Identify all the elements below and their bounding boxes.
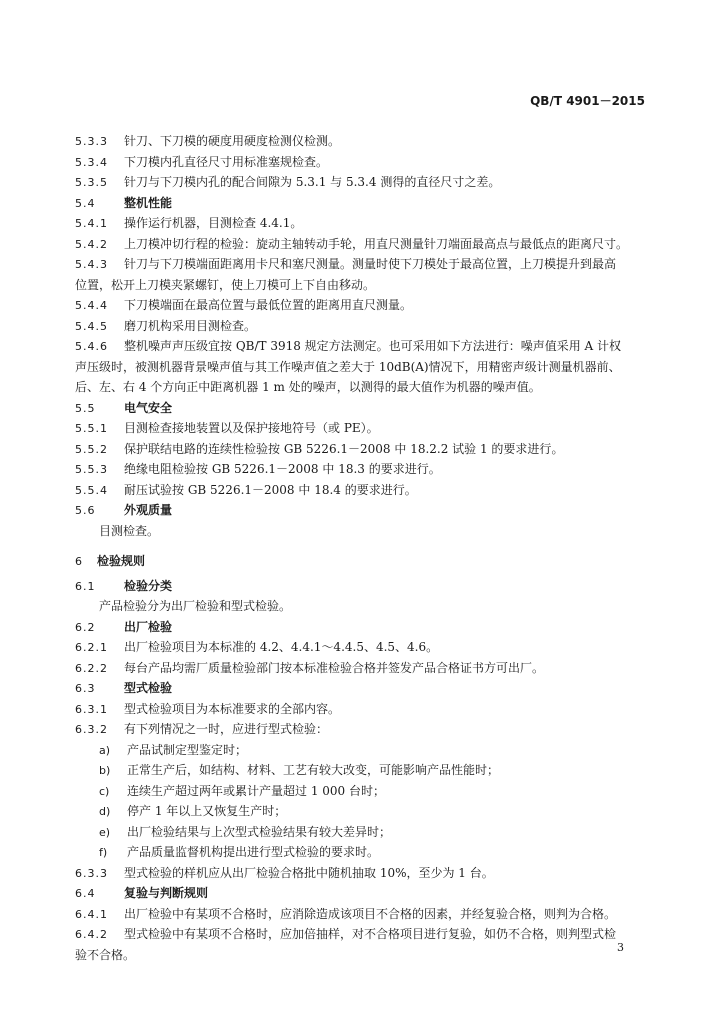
clause-text: 型式检验的样机应从出厂检验合格批中随机抽取 10%，至少为 1 台。 <box>124 865 494 880</box>
clause-5-3-4 <box>75 152 641 173</box>
clause-number: 5.4.6 <box>75 340 108 353</box>
list-item-a <box>75 740 641 761</box>
list-label: e) <box>99 825 111 839</box>
clause-text: 操作运行机器，目测检查 4.4.1。 <box>124 216 303 230</box>
clause-number: 6.3.3 <box>75 866 108 880</box>
clause-continuation: 验不合格。 <box>75 947 136 962</box>
clause-6-3-1 <box>75 699 641 720</box>
clause-text: 针刀与下刀模内孔的配合间隙为 5.3.1 与 5.3.4 测得的直径尺寸之差。 <box>124 175 501 189</box>
paragraph-text: 产品检验分为出厂检验和型式检验。 <box>99 599 292 613</box>
section-number: 6.2 <box>75 620 96 634</box>
list-text: 出厂检验结果与上次型式检验结果有较大差异时； <box>127 824 392 839</box>
clause-text: 出厂检验项目为本标准的 4.2、4.4.1～4.4.5、4.5、4.6。 <box>124 640 439 654</box>
section-number: 6.3 <box>75 682 96 695</box>
clause-5-5-3 <box>75 459 641 480</box>
section-title: 检验分类 <box>124 578 173 593</box>
chapter-number: 6 <box>75 555 83 568</box>
clause-6-4-1 <box>75 904 641 925</box>
clause-5-4-4 <box>75 295 641 316</box>
clause-5-4-2 <box>75 234 641 255</box>
clause-continuation: 后、左、右 4 个方向正中距离机器 1 m 处的噪声，以测得的最大值作为机器的噪声值。 <box>75 380 541 394</box>
clause-continuation: 声压级时，被测机器背景噪声值与其工作噪声值之差大于 10dB(A)情况下，用精密声级计测量机器前、 <box>75 359 621 374</box>
list-item-d <box>75 801 641 822</box>
clause-text: 下刀模内孔直径尺寸用标准塞规检查。 <box>124 154 329 169</box>
section-number: 5.6 <box>75 504 96 517</box>
clause-5-3-3 <box>75 131 641 152</box>
clause-number: 5.5.2 <box>75 442 108 456</box>
clause-number: 5.5.4 <box>75 483 108 497</box>
section-number: 5.5 <box>75 401 96 415</box>
clause-text: 上刀模冲切行程的检验：旋动主轴转动手轮，用直尺测量针刀端面最高点与最低点的距离尺寸。 <box>124 236 629 251</box>
clause-number: 6.4.2 <box>75 928 108 941</box>
list-item-e <box>75 822 641 843</box>
list-label: b) <box>99 764 111 777</box>
list-label: a) <box>99 743 111 757</box>
document-body <box>75 131 641 965</box>
clause-5-3-5 <box>75 172 641 193</box>
clause-text: 耐压试验按 GB 5226.1－2008 中 18.4 的要求进行。 <box>124 482 417 497</box>
list-text: 连续生产超过两年或累计产量超过 1 000 台时； <box>127 783 385 798</box>
clause-number: 6.2.2 <box>75 661 108 675</box>
clause-text: 下刀模端面在最高位置与最低位置的距离用直尺测量。 <box>124 298 413 312</box>
clause-number: 5.5.3 <box>75 463 108 476</box>
clause-number: 5.4.3 <box>75 258 108 271</box>
heading-6-3 <box>75 678 641 699</box>
heading-5-6 <box>75 500 641 521</box>
section-number: 5.4 <box>75 196 96 210</box>
clause-6-2-1 <box>75 637 641 658</box>
section-title: 型式检验 <box>124 681 173 695</box>
clause-number: 6.4.1 <box>75 907 108 921</box>
chapter-6-heading <box>75 551 641 572</box>
section-title: 电气安全 <box>124 400 173 415</box>
clause-text: 出厂检验中有某项不合格时，应消除造成该项目不合格的因素，并经复验合格，则判为合格。 <box>124 906 617 921</box>
heading-5-4 <box>75 193 641 214</box>
section-number: 6.1 <box>75 579 96 593</box>
clause-6-4-2 <box>75 924 641 945</box>
section-number: 6.4 <box>75 887 96 900</box>
section-title: 外观质量 <box>124 503 173 517</box>
clause-text: 绝缘电阻检验按 GB 5226.1－2008 中 18.3 的要求进行。 <box>124 462 441 476</box>
list-text: 正常生产后，如结构、材料、工艺有较大改变，可能影响产品性能时； <box>127 763 500 777</box>
clause-number: 6.3.2 <box>75 723 108 736</box>
clause-5-4-1 <box>75 213 641 234</box>
section-title: 复验与判断规则 <box>124 886 209 900</box>
clause-number: 5.4.4 <box>75 299 108 312</box>
clause-text: 目测检查接地装置以及保护接地符号（或 PE）。 <box>124 421 379 435</box>
list-item-c <box>75 781 641 802</box>
clause-number: 5.3.5 <box>75 176 108 189</box>
clause-text: 磨刀机构采用目测检查。 <box>124 318 257 333</box>
clause-text: 保护联结电路的连续性检验按 GB 5226.1－2008 中 18.2.2 试验 1 的要求进行。 <box>124 441 564 456</box>
list-text: 产品试制定型鉴定时； <box>127 742 248 757</box>
list-label: f) <box>99 846 108 859</box>
list-text: 停产 1 年以上又恢复生产时； <box>127 804 287 818</box>
clause-number: 5.4.1 <box>75 217 108 230</box>
clause-5-5-2 <box>75 439 641 460</box>
heading-6-2 <box>75 617 641 638</box>
heading-5-5 <box>75 398 641 419</box>
clause-number: 5.4.2 <box>75 237 108 251</box>
clause-5-4-6 <box>75 336 641 357</box>
paragraph-text: 目测检查。 <box>99 523 160 538</box>
clause-5-4-3 <box>75 254 641 275</box>
section-title: 出厂检验 <box>124 619 173 634</box>
clause-6-2-2 <box>75 658 641 679</box>
clause-text: 型式检验项目为本标准要求的全部内容。 <box>124 701 341 716</box>
chapter-title: 检验规则 <box>97 554 146 568</box>
clause-text: 有下列情况之一时，应进行型式检验： <box>124 722 329 736</box>
list-text: 产品质量监督机构提出进行型式检验的要求时。 <box>127 845 380 859</box>
clause-text: 针刀与下刀模端面距离用卡尺和塞尺测量。测量时使下刀模处于最高位置，上刀模提升到最高 <box>124 257 617 271</box>
page-number: 3 <box>617 941 624 954</box>
clause-number: 6.2.1 <box>75 641 108 654</box>
clause-text: 每台产品均需厂质量检验部门按本标准检验合格并签发产品合格证书方可出厂。 <box>124 660 545 675</box>
list-label: c) <box>99 784 110 798</box>
clause-5-5-4 <box>75 480 641 501</box>
section-title: 整机性能 <box>124 195 173 210</box>
heading-6-1 <box>75 576 641 597</box>
list-label: d) <box>99 805 111 818</box>
clause-number: 5.3.3 <box>75 135 108 148</box>
clause-number: 5.5.1 <box>75 422 108 435</box>
clause-5-5-1 <box>75 418 641 439</box>
clause-text: 整机噪声声压级宜按 QB/T 3918 规定方法测定。也可采用如下方法进行：噪声值采用 A 计权 <box>124 339 621 353</box>
clause-6-3-3 <box>75 863 641 884</box>
heading-6-4 <box>75 883 641 904</box>
standard-code: QB/T 4901－2015 <box>530 94 645 108</box>
clause-6-3-2 <box>75 719 641 740</box>
clause-continuation: 位置，松开上刀模夹紧螺钉，使上刀模可上下自由移动。 <box>75 277 376 292</box>
list-item-b <box>75 760 641 781</box>
clause-text: 型式检验中有某项不合格时，应加倍抽样，对不合格项目进行复验，如仍不合格，则判型式检 <box>124 927 617 941</box>
clause-text: 针刀、下刀模的硬度用硬度检测仪检测。 <box>124 134 341 148</box>
clause-5-4-5 <box>75 316 641 337</box>
clause-number: 6.3.1 <box>75 702 108 716</box>
clause-number: 5.4.5 <box>75 319 108 333</box>
list-item-f <box>75 842 641 863</box>
clause-number: 5.3.4 <box>75 155 108 169</box>
